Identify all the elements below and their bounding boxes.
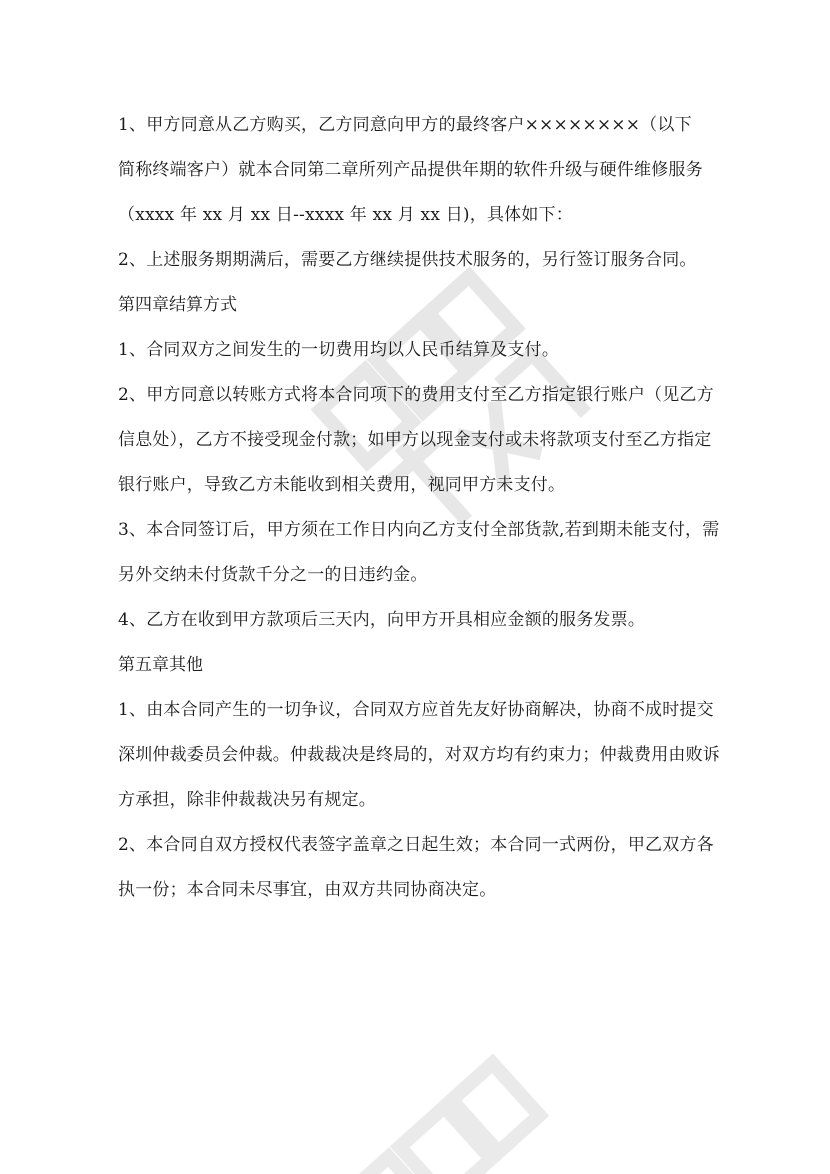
clause-5-2-line-2: 执一份；本合同未尽事宜，由双方共同协商决定。 bbox=[118, 880, 497, 900]
clause-3-1-line-1: 1、甲方同意从乙方购买，乙方同意向甲方的最终客户××××××××（以下 bbox=[118, 115, 692, 135]
clause-4-1: 1、合同双方之间发生的一切费用均以人民币结算及支付。 bbox=[118, 340, 560, 360]
clause-5-1-line-3: 方承担，除非仲裁裁决另有规定。 bbox=[118, 790, 376, 810]
clause-4-2-line-2: 信息处），乙方不接受现金付款；如甲方以现金支付或未将款项支付至乙方指定 bbox=[118, 430, 712, 450]
clause-4-2-line-3: 银行账户，导致乙方未能收到相关费用，视同甲方未支付。 bbox=[118, 475, 566, 495]
clause-4-4: 4、乙方在收到甲方款项后三天内，向甲方开具相应金额的服务发票。 bbox=[118, 610, 646, 630]
clause-3-2: 2、上述服务期期满后，需要乙方继续提供技术服务的，另行签订服务合同。 bbox=[118, 250, 697, 270]
clause-4-3-line-2: 另外交纳未付货款千分之一的日违约金。 bbox=[118, 565, 428, 585]
chapter-4-heading: 第四章结算方式 bbox=[118, 295, 237, 315]
watermark-logo-bottom bbox=[319, 1038, 570, 1174]
clause-5-2-line-1: 2、本合同自双方授权代表签字盖章之日起生效；本合同一式两份，甲乙双方各 bbox=[118, 835, 714, 855]
clause-3-1-line-3: （xxxx 年 xx 月 xx 日--xxxx 年 xx 月 xx 日)，具体如下： bbox=[118, 205, 573, 225]
clause-5-1-line-1: 1、由本合同产生的一切争议，合同双方应首先友好协商解决，协商不成时提交 bbox=[118, 700, 714, 720]
chapter-5-heading: 第五章其他 bbox=[118, 655, 203, 675]
clause-4-3-line-1: 3、本合同签订后，甲方须在工作日内向乙方支付全部货款,若到期未能支付，需 bbox=[118, 520, 720, 540]
clause-4-2-line-1: 2、甲方同意以转账方式将本合同项下的费用支付至乙方指定银行账户（见乙方 bbox=[118, 385, 714, 405]
document-body bbox=[118, 103, 718, 913]
clause-3-1-line-2: 简称终端客户）就本合同第二章所列产品提供年期的软件升级与硬件维修服务 bbox=[118, 160, 703, 180]
clause-5-1-line-2: 深圳仲裁委员会仲裁。仲裁裁决是终局的，对双方均有约束力；仲裁费用由败诉 bbox=[118, 745, 720, 765]
